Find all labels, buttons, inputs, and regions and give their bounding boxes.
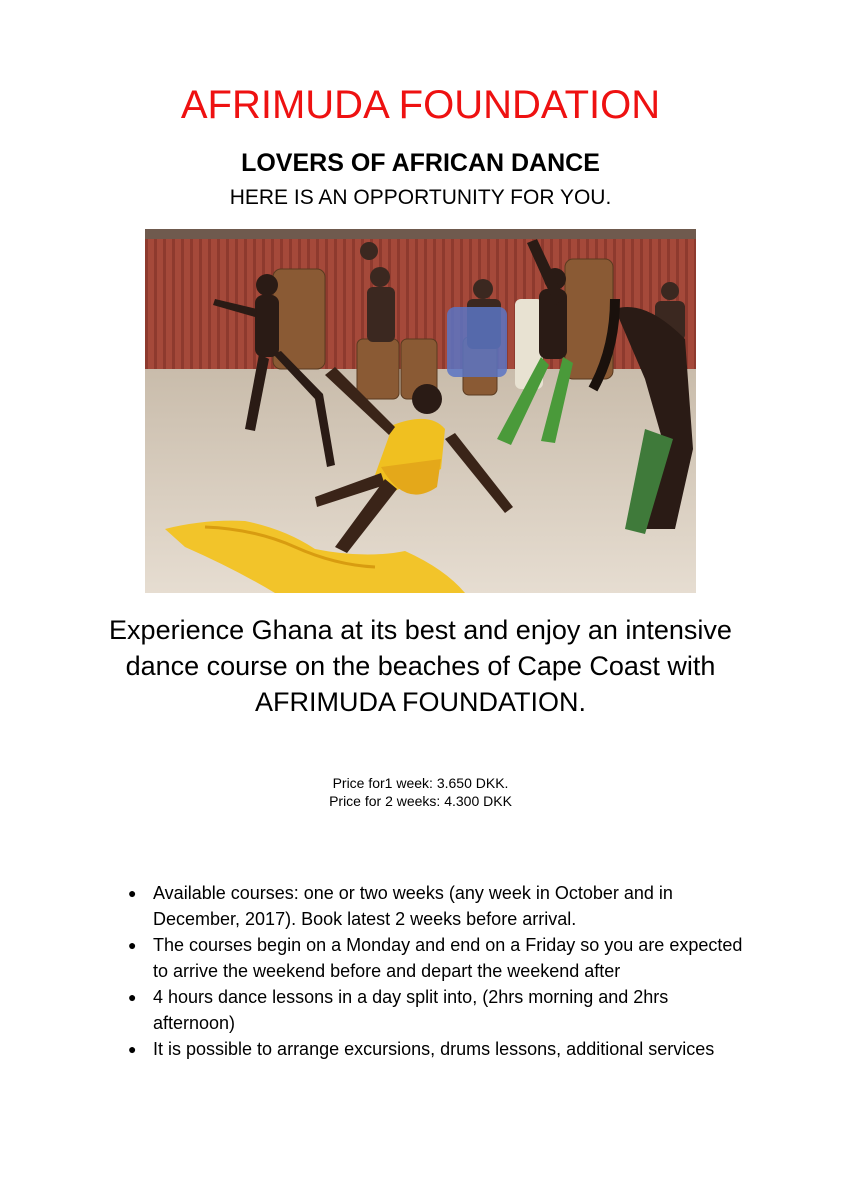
list-item-text: Available courses: one or two weeks (any week in October and in December, 2017). Book latest 2 weeks before arrival. bbox=[153, 883, 673, 929]
list-item bbox=[124, 932, 744, 984]
page-title: AFRIMUDA FOUNDATION bbox=[180, 83, 661, 127]
bullet-icon: ● bbox=[128, 885, 137, 901]
dance-photo bbox=[145, 229, 696, 593]
list-item-text: 4 hours dance lessons in a day split into, (2hrs morning and 2hrs afternoon) bbox=[153, 987, 669, 1033]
tagline: HERE IS AN OPPORTUNITY FOR YOU. bbox=[229, 186, 612, 209]
list-item-text: The courses begin on a Monday and end on a Friday so you are expected to arrive the weekend before and depart the weekend after bbox=[153, 935, 743, 981]
subtitle-heading: LOVERS OF AFRICAN DANCE bbox=[241, 149, 600, 177]
price-list bbox=[0, 774, 841, 810]
list-item bbox=[124, 984, 744, 1036]
list-item-text: It is possible to arrange excursions, drums lessons, additional services bbox=[153, 1039, 715, 1059]
list-item bbox=[124, 1036, 744, 1062]
bullet-icon: ● bbox=[128, 1041, 137, 1057]
intro-paragraph: Experience Ghana at its best and enjoy an intensive dance course on the beaches of Cape Coast with AFRIMUDA FOUNDATION. bbox=[109, 615, 732, 717]
bullet-icon: ● bbox=[128, 989, 137, 1005]
price-one-week: Price for1 week: 3.650 DKK. bbox=[332, 775, 509, 791]
bullet-icon: ● bbox=[128, 937, 137, 953]
list-item bbox=[124, 880, 744, 932]
price-two-weeks: Price for 2 weeks: 4.300 DKK bbox=[329, 793, 512, 809]
features-list bbox=[124, 880, 744, 1062]
